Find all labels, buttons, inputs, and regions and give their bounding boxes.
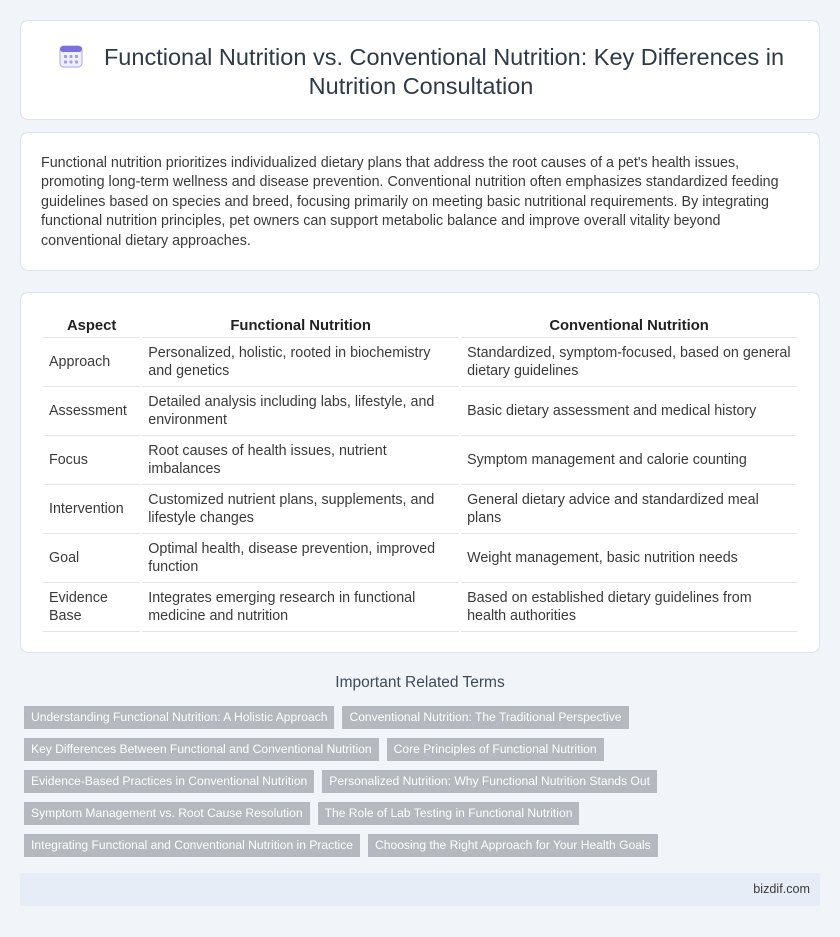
functional-cell: Root causes of health issues, nutrient imbalances	[142, 436, 459, 485]
related-term-link[interactable]: Choosing the Right Approach for Your Health Goals	[368, 834, 658, 857]
related-term-link[interactable]: Symptom Management vs. Root Cause Resolution	[24, 802, 310, 825]
related-term-link[interactable]: The Role of Lab Testing in Functional Nutrition	[318, 802, 580, 825]
related-term-link[interactable]: Personalized Nutrition: Why Functional Nutrition Stands Out	[322, 770, 657, 793]
conventional-cell: Standardized, symptom-focused, based on general dietary guidelines	[461, 338, 797, 387]
header-aspect: Aspect	[43, 315, 140, 338]
conventional-cell: Weight management, basic nutrition needs	[461, 534, 797, 583]
table-row	[43, 387, 797, 436]
intro-card	[20, 132, 820, 271]
related-term-link[interactable]: Key Differences Between Functional and Conventional Nutrition	[24, 738, 379, 761]
functional-cell: Integrates emerging research in functional medicine and nutrition	[142, 583, 459, 632]
aspect-cell: Assessment	[43, 387, 140, 436]
table-row	[43, 485, 797, 534]
related-terms-list	[24, 706, 816, 866]
table-row	[43, 583, 797, 632]
conventional-cell: Basic dietary assessment and medical history	[461, 387, 797, 436]
header-conventional: Conventional Nutrition	[461, 315, 797, 338]
aspect-cell: Goal	[43, 534, 140, 583]
footer-brand-link[interactable]: bizdif.com	[753, 882, 810, 896]
conventional-cell: General dietary advice and standardized meal plans	[461, 485, 797, 534]
table-row	[43, 534, 797, 583]
aspect-cell: Evidence Base	[43, 583, 140, 632]
conventional-cell: Symptom management and calorie counting	[461, 436, 797, 485]
related-term-link[interactable]: Evidence-Based Practices in Conventional Nutrition	[24, 770, 314, 793]
aspect-cell: Approach	[43, 338, 140, 387]
aspect-cell: Focus	[43, 436, 140, 485]
header-card	[20, 20, 820, 120]
related-term-link[interactable]: Conventional Nutrition: The Traditional Perspective	[342, 706, 628, 729]
table-row	[43, 338, 797, 387]
conventional-cell: Based on established dietary guidelines from health authorities	[461, 583, 797, 632]
footer	[20, 873, 820, 906]
header-functional: Functional Nutrition	[142, 315, 459, 338]
related-term-link[interactable]: Integrating Functional and Conventional Nutrition in Practice	[24, 834, 360, 857]
table-header-row	[43, 315, 797, 338]
page-title	[51, 43, 791, 101]
comparison-card	[20, 292, 820, 653]
calendar-icon	[58, 43, 84, 69]
functional-cell: Personalized, holistic, rooted in biochemistry and genetics	[142, 338, 459, 387]
table-row	[43, 436, 797, 485]
aspect-cell: Intervention	[43, 485, 140, 534]
comparison-table	[41, 315, 799, 632]
functional-cell: Customized nutrient plans, supplements, and lifestyle changes	[142, 485, 459, 534]
related-terms-title: Important Related Terms	[335, 674, 505, 691]
related-term-link[interactable]: Core Principles of Functional Nutrition	[387, 738, 604, 761]
related-term-link[interactable]: Understanding Functional Nutrition: A Holistic Approach	[24, 706, 334, 729]
intro-paragraph: Functional nutrition prioritizes individualized dietary plans that address the root causes of a pet's health issues, promoting long-term wellness and disease prevention. Conventional nutrition often emphasizes standardized feeding guidelines based on species and breed, focusing primarily on meeting basic nutritional requirements. By integrating functional nutrition principles, pet owners can support metabolic balance and improve overall vitality beyond conventional dietary approaches.	[41, 155, 779, 249]
page-title-text: Functional Nutrition vs. Conventional Nutrition: Key Differences in Nutrition Consultation	[103, 44, 785, 99]
functional-cell: Optimal health, disease prevention, improved function	[142, 534, 459, 583]
functional-cell: Detailed analysis including labs, lifestyle, and environment	[142, 387, 459, 436]
